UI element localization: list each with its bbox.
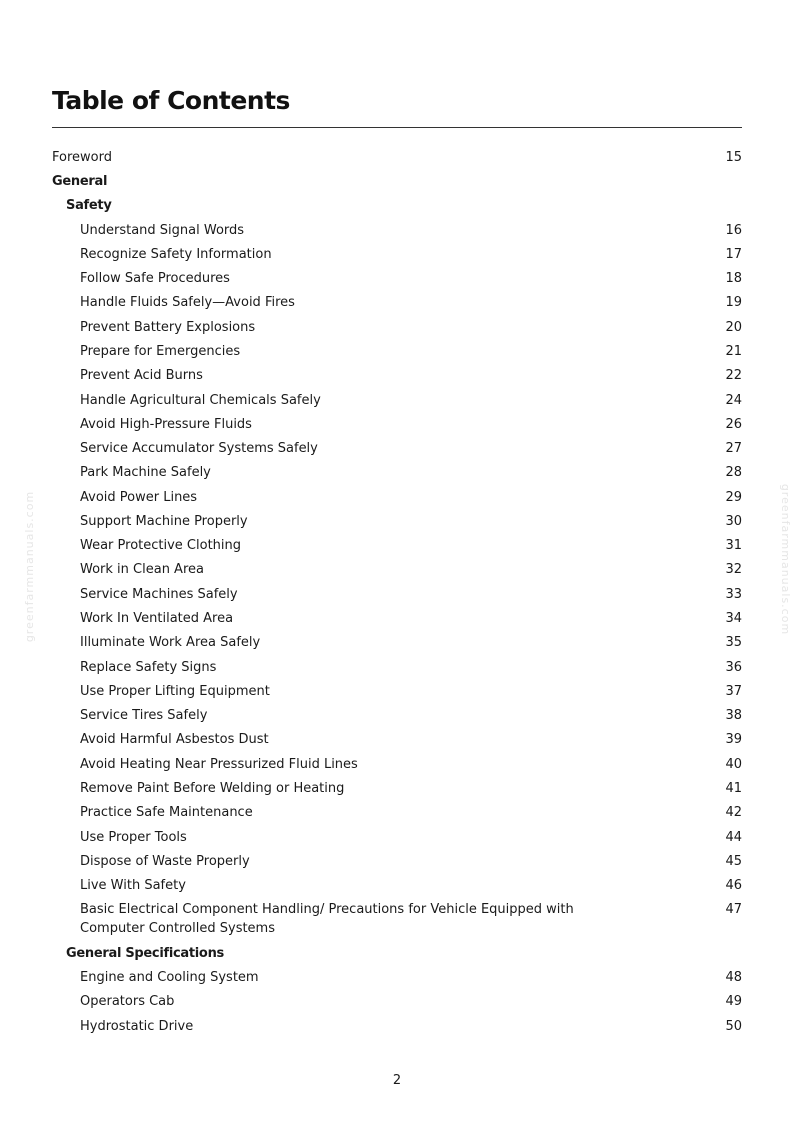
toc-entry-page: 47 (725, 902, 742, 918)
toc-entry[interactable] (52, 339, 742, 363)
toc-entry[interactable] (52, 509, 742, 533)
toc-entry-label: Park Machine Safely (80, 465, 211, 481)
toc-entry-label: Use Proper Tools (80, 829, 187, 845)
toc-entry-page: 38 (725, 708, 742, 724)
toc-entry-page: 21 (725, 343, 742, 359)
toc-entry-label: Avoid Harmful Asbestos Dust (80, 732, 269, 748)
toc-entry[interactable] (52, 776, 742, 800)
toc-entry-page: 46 (725, 878, 742, 894)
toc-entry-page: 31 (725, 538, 742, 554)
toc-entry-label: Practice Safe Maintenance (80, 805, 253, 821)
toc-entry[interactable] (52, 728, 742, 752)
toc-entry-label: Avoid Heating Near Pressurized Fluid Lines (80, 756, 358, 772)
table-of-contents (52, 145, 742, 1038)
toc-entry[interactable] (52, 679, 742, 703)
toc-entry-page: 37 (725, 683, 742, 699)
toc-entry[interactable] (52, 582, 742, 606)
toc-entry-label: Live With Safety (80, 878, 186, 894)
toc-entry-page: 15 (725, 149, 742, 165)
toc-entry[interactable] (52, 990, 742, 1014)
toc-entry-label: Prevent Battery Explosions (80, 319, 256, 335)
toc-entry-label: Handle Agricultural Chemicals Safely (80, 392, 321, 408)
toc-entry-label: Support Machine Properly (80, 513, 248, 529)
toc-entry[interactable] (52, 801, 742, 825)
toc-entry-page: 49 (725, 994, 742, 1010)
toc-entry-label: Understand Signal Words (80, 222, 245, 238)
toc-entry-page: 30 (725, 513, 742, 529)
watermark-right: greenfarmmanuals.com (779, 483, 793, 636)
toc-entry-label: Remove Paint Before Welding or Heating (80, 781, 345, 796)
toc-entry-label: Wear Protective Clothing (80, 538, 242, 554)
toc-section-heading[interactable] (52, 169, 742, 193)
toc-entry-label: Replace Safety Signs (80, 659, 217, 675)
toc-entry-page: 45 (725, 853, 742, 869)
toc-entry-label: Basic Electrical Component Handling/ Precautions for Vehicle Equipped with Computer Controlled Systems (80, 902, 574, 937)
toc-entry-label: Engine and Cooling System (80, 969, 259, 985)
toc-section-heading[interactable] (52, 194, 742, 218)
page-number: 2 (392, 1073, 402, 1088)
toc-entry[interactable] (52, 242, 742, 266)
toc-entry[interactable] (52, 412, 742, 436)
toc-entry-page: 40 (725, 756, 742, 772)
toc-entry-label: Recognize Safety Information (80, 246, 272, 262)
toc-entry-label: Prepare for Emergencies (80, 343, 241, 359)
toc-entry-label: Prevent Acid Burns (80, 368, 203, 384)
toc-entry[interactable] (52, 873, 742, 897)
toc-entry-label: General Specifications (66, 945, 224, 961)
toc-entry-page: 33 (725, 586, 742, 602)
toc-entry-label: Avoid Power Lines (80, 489, 198, 505)
toc-entry[interactable] (52, 703, 742, 727)
page-title: Table of Contents (52, 86, 290, 115)
toc-entry[interactable] (52, 965, 742, 989)
toc-entry-page: 34 (725, 611, 742, 627)
toc-entry-label: Avoid High-Pressure Fluids (80, 416, 252, 432)
toc-entry-label: Follow Safe Procedures (80, 271, 230, 287)
toc-entry-label: Work In Ventilated Area (80, 611, 234, 627)
toc-entry-label: Illuminate Work Area Safely (80, 635, 261, 651)
toc-entry-label: Handle Fluids Safely—Avoid Fires (80, 295, 295, 311)
toc-entry[interactable] (52, 436, 742, 460)
title-divider (52, 127, 742, 128)
toc-entry-label: Service Machines Safely (80, 586, 238, 602)
toc-entry[interactable] (52, 825, 742, 849)
watermark-left: greenfarmmanuals.com (23, 490, 37, 643)
toc-entry[interactable] (52, 388, 742, 412)
toc-entry-page: 28 (725, 465, 742, 481)
toc-entry-page: 41 (725, 781, 742, 796)
toc-entry-page: 20 (725, 319, 742, 335)
toc-entry-page: 29 (725, 489, 742, 505)
toc-entry-page: 26 (725, 416, 742, 432)
toc-entry[interactable] (52, 485, 742, 509)
toc-entry[interactable] (52, 606, 742, 630)
toc-entry-label: Use Proper Lifting Equipment (80, 683, 270, 699)
toc-entry-label: Work in Clean Area (80, 562, 204, 578)
toc-entry[interactable] (52, 291, 742, 315)
toc-entry[interactable] (52, 898, 742, 941)
toc-entry[interactable] (52, 145, 742, 169)
toc-entry-page: 42 (725, 805, 742, 821)
toc-entry-label: Hydrostatic Drive (80, 1018, 194, 1034)
toc-entry-page: 50 (725, 1018, 742, 1034)
toc-entry-label: Foreword (52, 149, 112, 165)
toc-entry[interactable] (52, 218, 742, 242)
toc-entry[interactable] (52, 534, 742, 558)
toc-entry-page: 36 (725, 659, 742, 675)
toc-entry-label: Service Tires Safely (80, 708, 208, 724)
toc-entry[interactable] (52, 631, 742, 655)
toc-entry[interactable] (52, 461, 742, 485)
toc-entry-page: 16 (725, 222, 742, 238)
toc-entry[interactable] (52, 315, 742, 339)
toc-entry-label: Safety (66, 198, 112, 214)
toc-entry-page: 22 (725, 368, 742, 384)
toc-entry-page: 32 (725, 562, 742, 578)
toc-entry-label: General (52, 173, 108, 189)
toc-entry-label: Service Accumulator Systems Safely (80, 441, 318, 457)
toc-entry-page: 35 (725, 635, 742, 651)
toc-entry-page: 17 (725, 246, 742, 262)
toc-entry-page: 24 (725, 392, 742, 408)
toc-entry[interactable] (52, 558, 742, 582)
toc-entry[interactable] (52, 364, 742, 388)
toc-section-heading[interactable] (52, 941, 742, 965)
toc-entry-page: 48 (725, 969, 742, 985)
toc-entry-page: 19 (725, 295, 742, 311)
toc-entry-label: Dispose of Waste Properly (80, 853, 250, 869)
toc-entry[interactable] (52, 752, 742, 776)
toc-entry[interactable] (52, 1014, 742, 1038)
toc-entry-page: 39 (725, 732, 742, 748)
toc-entry[interactable] (52, 266, 742, 290)
toc-entry[interactable] (52, 655, 742, 679)
toc-entry-label: Operators Cab (80, 994, 175, 1010)
toc-entry-page: 27 (725, 441, 742, 457)
toc-entry-page: 44 (725, 829, 742, 845)
toc-entry-page: 18 (725, 271, 742, 287)
toc-entry[interactable] (52, 849, 742, 873)
